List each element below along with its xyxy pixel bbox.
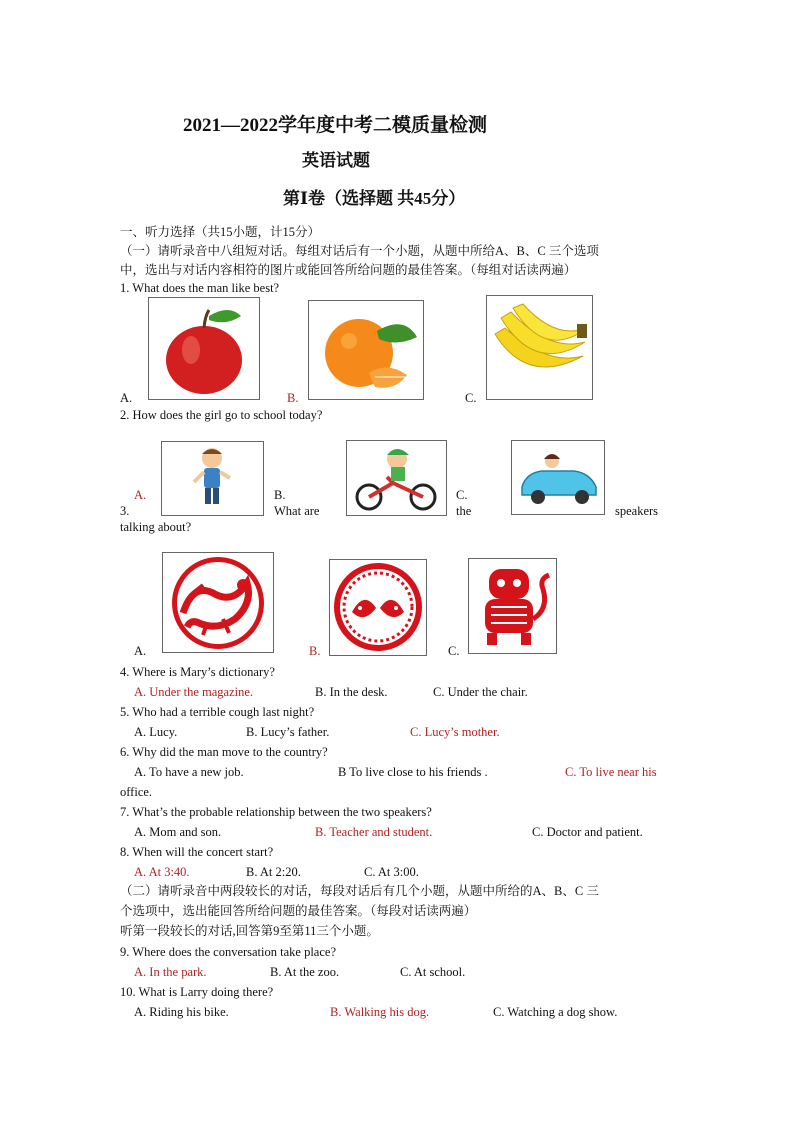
q1-question: 1. What does the man like best?: [120, 281, 280, 295]
q8-option-a[interactable]: A. At 3:40.: [134, 865, 190, 879]
q10-question: 10. What is Larry doing there?: [120, 985, 274, 999]
bike-image[interactable]: [346, 440, 447, 516]
orange-image[interactable]: [308, 300, 424, 400]
apple-icon: [149, 298, 259, 399]
q1-option-a[interactable]: A.: [120, 391, 133, 405]
q3-number: 3.: [120, 504, 130, 518]
q6-option-a[interactable]: A. To have a new job.: [134, 765, 244, 779]
car-image[interactable]: [511, 440, 605, 515]
q3-question-line2: talking about?: [120, 520, 192, 534]
q10-option-c[interactable]: C. Watching a dog show.: [493, 1005, 618, 1019]
q3-option-a[interactable]: A.: [134, 644, 147, 658]
section2-intro-line1: （二）请听录音中两段较长的对话，每段对话后有几个小题，从题中所给的A、B、C 三: [120, 884, 599, 898]
q10-option-b[interactable]: B. Walking his dog.: [330, 1005, 430, 1019]
q2-option-b[interactable]: B.: [274, 488, 286, 502]
q6-option-c[interactable]: C. To live near his: [565, 765, 657, 779]
walking-icon: [162, 442, 263, 515]
tiger-icon: [469, 559, 556, 653]
q3-option-b[interactable]: B.: [309, 644, 321, 658]
paper-cut-dragon-image[interactable]: [162, 552, 274, 653]
q7-option-a[interactable]: A. Mom and son.: [134, 825, 222, 839]
q6-option-b[interactable]: B To live close to his friends .: [338, 765, 488, 779]
car-icon: [512, 441, 604, 514]
apple-image[interactable]: [148, 297, 260, 400]
section1-heading: 一、听力选择（共15小题，计15分）: [120, 225, 321, 239]
q4-option-c[interactable]: C. Under the chair.: [433, 685, 528, 699]
q3-text-the: the: [456, 504, 472, 518]
exam-title: 2021—2022学年度中考二模质量检测: [183, 115, 488, 136]
q10-option-a[interactable]: A. Riding his bike.: [134, 1005, 229, 1019]
banana-image[interactable]: [486, 295, 593, 400]
section2-intro-line2: 个选项中，选出能回答所给问题的最佳答案。（每段对话读两遍）: [120, 904, 477, 918]
q3-option-c[interactable]: C.: [448, 644, 460, 658]
volume-title: 第Ⅰ卷（选择题 共45分）: [283, 189, 466, 208]
q7-option-c[interactable]: C. Doctor and patient.: [532, 825, 643, 839]
q4-option-b[interactable]: B. In the desk.: [315, 685, 388, 699]
banana-icon: [487, 296, 592, 399]
exam-subject: 英语试题: [302, 151, 370, 170]
q6-question: 6. Why did the man move to the country?: [120, 745, 328, 759]
q6-option-c-continued: office.: [120, 785, 153, 799]
walking-boy-image[interactable]: [161, 441, 264, 516]
section1-intro-line1: （一）请听录音中八组短对话。每组对话后有一个小题，从题中所给A、B、C 三个选项: [120, 244, 599, 258]
paper-cut-fish-image[interactable]: [329, 559, 427, 656]
q4-option-a[interactable]: A. Under the magazine.: [134, 685, 254, 699]
section2-intro-line3: 听第一段较长的对话,回答第9至第11三个小题。: [120, 924, 379, 938]
q1-option-c[interactable]: C.: [465, 391, 477, 405]
q7-option-b[interactable]: B. Teacher and student.: [315, 825, 433, 839]
q3-text-speakers: speakers: [615, 504, 659, 518]
q8-question: 8. When will the concert start?: [120, 845, 274, 859]
q1-option-b[interactable]: B.: [287, 391, 299, 405]
section1-intro-line2: 中，选出与对话内容相符的图片或能回答所给问题的最佳答案。（每组对话读两遍）: [120, 263, 577, 277]
q4-question: 4. Where is Mary’s dictionary?: [120, 665, 275, 679]
q5-option-b[interactable]: B. Lucy’s father.: [246, 725, 330, 739]
q9-option-b[interactable]: B. At the zoo.: [270, 965, 340, 979]
q9-option-c[interactable]: C. At school.: [400, 965, 466, 979]
q5-option-c[interactable]: C. Lucy’s mother.: [410, 725, 500, 739]
q2-question: 2. How does the girl go to school today?: [120, 408, 323, 422]
q5-option-a[interactable]: A. Lucy.: [134, 725, 178, 739]
q8-option-b[interactable]: B. At 2:20.: [246, 865, 301, 879]
q9-option-a[interactable]: A. In the park.: [134, 965, 207, 979]
bike-icon: [347, 441, 446, 515]
q2-option-c[interactable]: C.: [456, 488, 468, 502]
q2-option-a[interactable]: A.: [134, 488, 147, 502]
q8-option-c[interactable]: C. At 3:00.: [364, 865, 419, 879]
dragon-icon: [163, 553, 273, 652]
paper-cut-tiger-image[interactable]: [468, 558, 557, 654]
q9-question: 9. Where does the conversation take place?: [120, 945, 336, 959]
q3-text-what-are: What are: [274, 504, 320, 518]
q5-question: 5. Who had a terrible cough last night?: [120, 705, 315, 719]
orange-icon: [309, 301, 423, 399]
q7-question: 7. What’s the probable relationship between the two speakers?: [120, 805, 432, 819]
fish-icon: [330, 560, 426, 655]
